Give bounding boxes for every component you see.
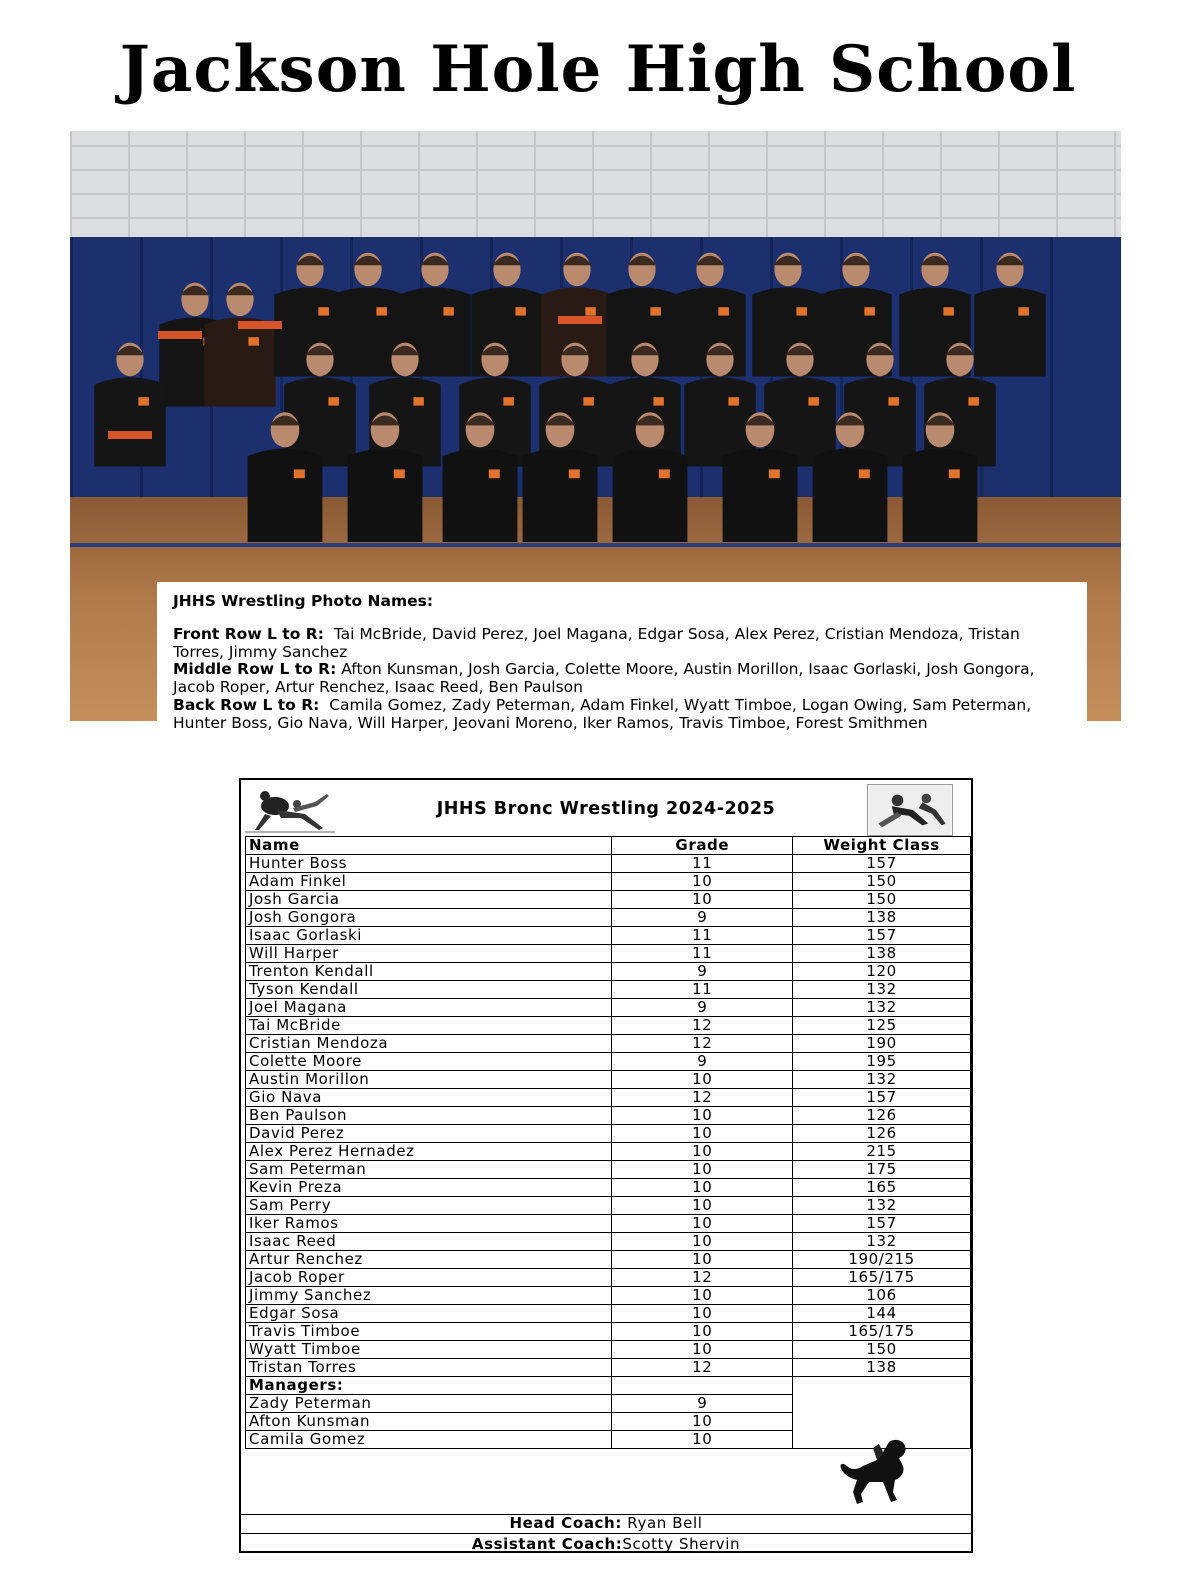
roster-row: [246, 855, 971, 873]
athlete-name: Jimmy Sanchez: [246, 1287, 612, 1305]
athlete-name: Isaac Reed: [246, 1233, 612, 1251]
athlete-name: Will Harper: [246, 945, 612, 963]
athlete-weight-class: 126: [793, 1107, 971, 1125]
athlete-grade: 10: [612, 1341, 793, 1359]
athlete-grade: 11: [612, 927, 793, 945]
athlete-grade: 10: [612, 1179, 793, 1197]
roster-row: [246, 1089, 971, 1107]
athlete-name: Tai McBride: [246, 1017, 612, 1035]
roster-row: [246, 963, 971, 981]
athlete-name: Trenton Kendall: [246, 963, 612, 981]
roster-row: [246, 1215, 971, 1233]
roster-row: [246, 1269, 971, 1287]
roster-row: [246, 927, 971, 945]
photo-sweatshirt-stripe: [558, 316, 602, 324]
athlete-name: Austin Morillon: [246, 1071, 612, 1089]
athlete-weight-class: 125: [793, 1017, 971, 1035]
athlete-weight-class: 157: [793, 855, 971, 873]
roster-row: [246, 981, 971, 999]
athlete-weight-class: 150: [793, 1341, 971, 1359]
middle-row-person: [94, 343, 165, 467]
photo-sweatshirt-stripe: [108, 431, 152, 439]
photo-caption: [157, 582, 1087, 760]
athlete-grade: 9: [612, 1053, 793, 1071]
managers-header-row: [246, 1377, 971, 1395]
athlete-name: Josh Garcia: [246, 891, 612, 909]
athlete-weight-class: 150: [793, 891, 971, 909]
athlete-grade: 10: [612, 1125, 793, 1143]
bronco-logo-icon: [833, 1436, 919, 1506]
managers-grade-empty: [612, 1377, 793, 1395]
manager-name: Zady Peterman: [246, 1395, 612, 1413]
athlete-weight-class: 195: [793, 1053, 971, 1071]
assistant-coach-name: Scotty Shervin: [622, 1535, 741, 1553]
roster-row: [246, 1323, 971, 1341]
head-coach-name: Ryan Bell: [627, 1514, 703, 1532]
athlete-weight-class: 106: [793, 1287, 971, 1305]
wrestling-photo-icon: [867, 784, 953, 836]
roster-grid: [245, 836, 971, 1449]
athlete-weight-class: 138: [793, 945, 971, 963]
athlete-grade: 11: [612, 945, 793, 963]
athlete-grade: 9: [612, 909, 793, 927]
front-row-names: Tai McBride, David Perez, Joel Magana, Edgar Sosa, Alex Perez, Cristian Mendoza, Tristan Torres, Jimmy Sanchez: [173, 625, 1020, 661]
athlete-name: David Perez: [246, 1125, 612, 1143]
roster-row: [246, 1107, 971, 1125]
athlete-weight-class: 215: [793, 1143, 971, 1161]
athlete-weight-class: 126: [793, 1125, 971, 1143]
back-row-names: Camila Gomez, Zady Peterman, Adam Finkel, Wyatt Timboe, Logan Owing, Sam Peterman, Hunter Boss, Gio Nava, Will Harper, Jeovani Moreno, Iker Ramos, Travis Timboe, Forest Smithmen: [173, 695, 1032, 732]
roster-row: [246, 909, 971, 927]
athlete-name: Sam Perry: [246, 1197, 612, 1215]
athlete-name: Joel Magana: [246, 999, 612, 1017]
athlete-name: Tristan Torres: [246, 1359, 612, 1377]
roster-title: JHHS Bronc Wrestling 2024-2025: [436, 799, 776, 819]
athlete-name: Jacob Roper: [246, 1269, 612, 1287]
athlete-weight-class: 165/175: [793, 1269, 971, 1287]
roster-row: [246, 873, 971, 891]
middle-row-names: Afton Kunsman, Josh Garcia, Colette Moore, Austin Morillon, Isaac Gorlaski, Josh Gongora, Jacob Roper, Artur Renchez, Isaac Reed, Ben Paulson: [173, 660, 1035, 697]
athlete-name: Edgar Sosa: [246, 1305, 612, 1323]
roster-row: [246, 1305, 971, 1323]
athlete-weight-class: 138: [793, 909, 971, 927]
athlete-grade: 11: [612, 855, 793, 873]
roster-row: [246, 1017, 971, 1035]
middle-row-label: Middle Row L to R:: [173, 660, 337, 679]
athlete-name: Kevin Preza: [246, 1179, 612, 1197]
athlete-grade: 12: [612, 1035, 793, 1053]
athlete-grade: 10: [612, 1197, 793, 1215]
athlete-name: Cristian Mendoza: [246, 1035, 612, 1053]
athlete-name: Iker Ramos: [246, 1215, 612, 1233]
managers-label: Managers:: [246, 1377, 612, 1395]
athlete-grade: 10: [612, 1161, 793, 1179]
athlete-weight-class: 132: [793, 1197, 971, 1215]
athlete-weight-class: 144: [793, 1305, 971, 1323]
front-row-label: Front Row L to R:: [173, 625, 324, 643]
athlete-grade: 10: [612, 1107, 793, 1125]
athlete-grade: 12: [612, 1017, 793, 1035]
roster-row: [246, 1359, 971, 1377]
athlete-weight-class: 132: [793, 999, 971, 1017]
roster-row: [246, 1035, 971, 1053]
athlete-grade: 10: [612, 891, 793, 909]
athlete-weight-class: 190: [793, 1035, 971, 1053]
roster-row: [246, 1053, 971, 1071]
athlete-weight-class: 157: [793, 1089, 971, 1107]
athlete-grade: 9: [612, 999, 793, 1017]
column-header-weight: Weight Class: [793, 837, 971, 855]
back-row-person: [974, 253, 1045, 377]
roster-row: [246, 1143, 971, 1161]
athlete-weight-class: 132: [793, 981, 971, 999]
athlete-weight-class: 165/175: [793, 1323, 971, 1341]
athlete-grade: 12: [612, 1089, 793, 1107]
roster-row: [246, 1197, 971, 1215]
athlete-name: Sam Peterman: [246, 1161, 612, 1179]
roster-row: [246, 1071, 971, 1089]
manager-grade: 10: [612, 1431, 793, 1449]
roster-row: [246, 1341, 971, 1359]
athlete-name: Gio Nava: [246, 1089, 612, 1107]
athlete-name: Josh Gongora: [246, 909, 612, 927]
athlete-weight-class: 150: [793, 873, 971, 891]
athlete-name: Hunter Boss: [246, 855, 612, 873]
athlete-weight-class: 138: [793, 1359, 971, 1377]
head-coach-label: Head Coach:: [509, 1514, 622, 1532]
athlete-grade: 10: [612, 1143, 793, 1161]
roster-header-row: [246, 837, 971, 855]
athlete-grade: 10: [612, 1215, 793, 1233]
athlete-name: Tyson Kendall: [246, 981, 612, 999]
roster-row: [246, 1233, 971, 1251]
athlete-grade: 10: [612, 1071, 793, 1089]
athlete-grade: 10: [612, 1323, 793, 1341]
athlete-grade: 10: [612, 1305, 793, 1323]
athlete-name: Travis Timboe: [246, 1323, 612, 1341]
roster-row: [246, 1251, 971, 1269]
manager-grade: 10: [612, 1413, 793, 1431]
coach-divider-2: [241, 1533, 971, 1534]
caption-heading: JHHS Wrestling Photo Names:: [173, 592, 434, 610]
assistant-coach-line: [241, 1535, 971, 1553]
roster-row: [246, 891, 971, 909]
manager-grade: 9: [612, 1395, 793, 1413]
athlete-name: Adam Finkel: [246, 873, 612, 891]
athlete-name: Wyatt Timboe: [246, 1341, 612, 1359]
back-row-person: [204, 283, 275, 407]
manager-name: Afton Kunsman: [246, 1413, 612, 1431]
roster-row: [246, 999, 971, 1017]
athlete-weight-class: 120: [793, 963, 971, 981]
athlete-grade: 9: [612, 963, 793, 981]
back-row-label: Back Row L to R:: [173, 695, 320, 714]
athlete-name: Ben Paulson: [246, 1107, 612, 1125]
athlete-weight-class: 157: [793, 927, 971, 945]
athlete-weight-class: 175: [793, 1161, 971, 1179]
athlete-name: Colette Moore: [246, 1053, 612, 1071]
roster-row: [246, 945, 971, 963]
column-header-grade: Grade: [612, 837, 793, 855]
athlete-name: Isaac Gorlaski: [246, 927, 612, 945]
athlete-weight-class: 132: [793, 1233, 971, 1251]
head-coach-line: [241, 1514, 971, 1532]
athlete-weight-class: 132: [793, 1071, 971, 1089]
photo-sweatshirt-stripe: [158, 331, 202, 339]
page-title: Jackson Hole High School: [119, 32, 1077, 107]
athlete-name: Alex Perez Hernadez: [246, 1143, 612, 1161]
athlete-grade: 12: [612, 1359, 793, 1377]
caption-body: [173, 626, 1073, 732]
athlete-grade: 10: [612, 873, 793, 891]
athlete-grade: 10: [612, 1233, 793, 1251]
athlete-name: Artur Renchez: [246, 1251, 612, 1269]
roster-row: [246, 1125, 971, 1143]
roster-table: [239, 778, 973, 1553]
athlete-weight-class: 157: [793, 1215, 971, 1233]
manager-name: Camila Gomez: [246, 1431, 612, 1449]
athlete-grade: 10: [612, 1251, 793, 1269]
athlete-grade: 10: [612, 1287, 793, 1305]
column-header-name: Name: [246, 837, 612, 855]
athlete-grade: 11: [612, 981, 793, 999]
athlete-weight-class: 165: [793, 1179, 971, 1197]
athlete-weight-class: 190/215: [793, 1251, 971, 1269]
roster-row: [246, 1287, 971, 1305]
athlete-grade: 12: [612, 1269, 793, 1287]
roster-row: [246, 1161, 971, 1179]
roster-row: [246, 1179, 971, 1197]
assistant-coach-label: Assistant Coach:: [471, 1535, 623, 1553]
photo-sweatshirt-stripe: [238, 321, 282, 329]
